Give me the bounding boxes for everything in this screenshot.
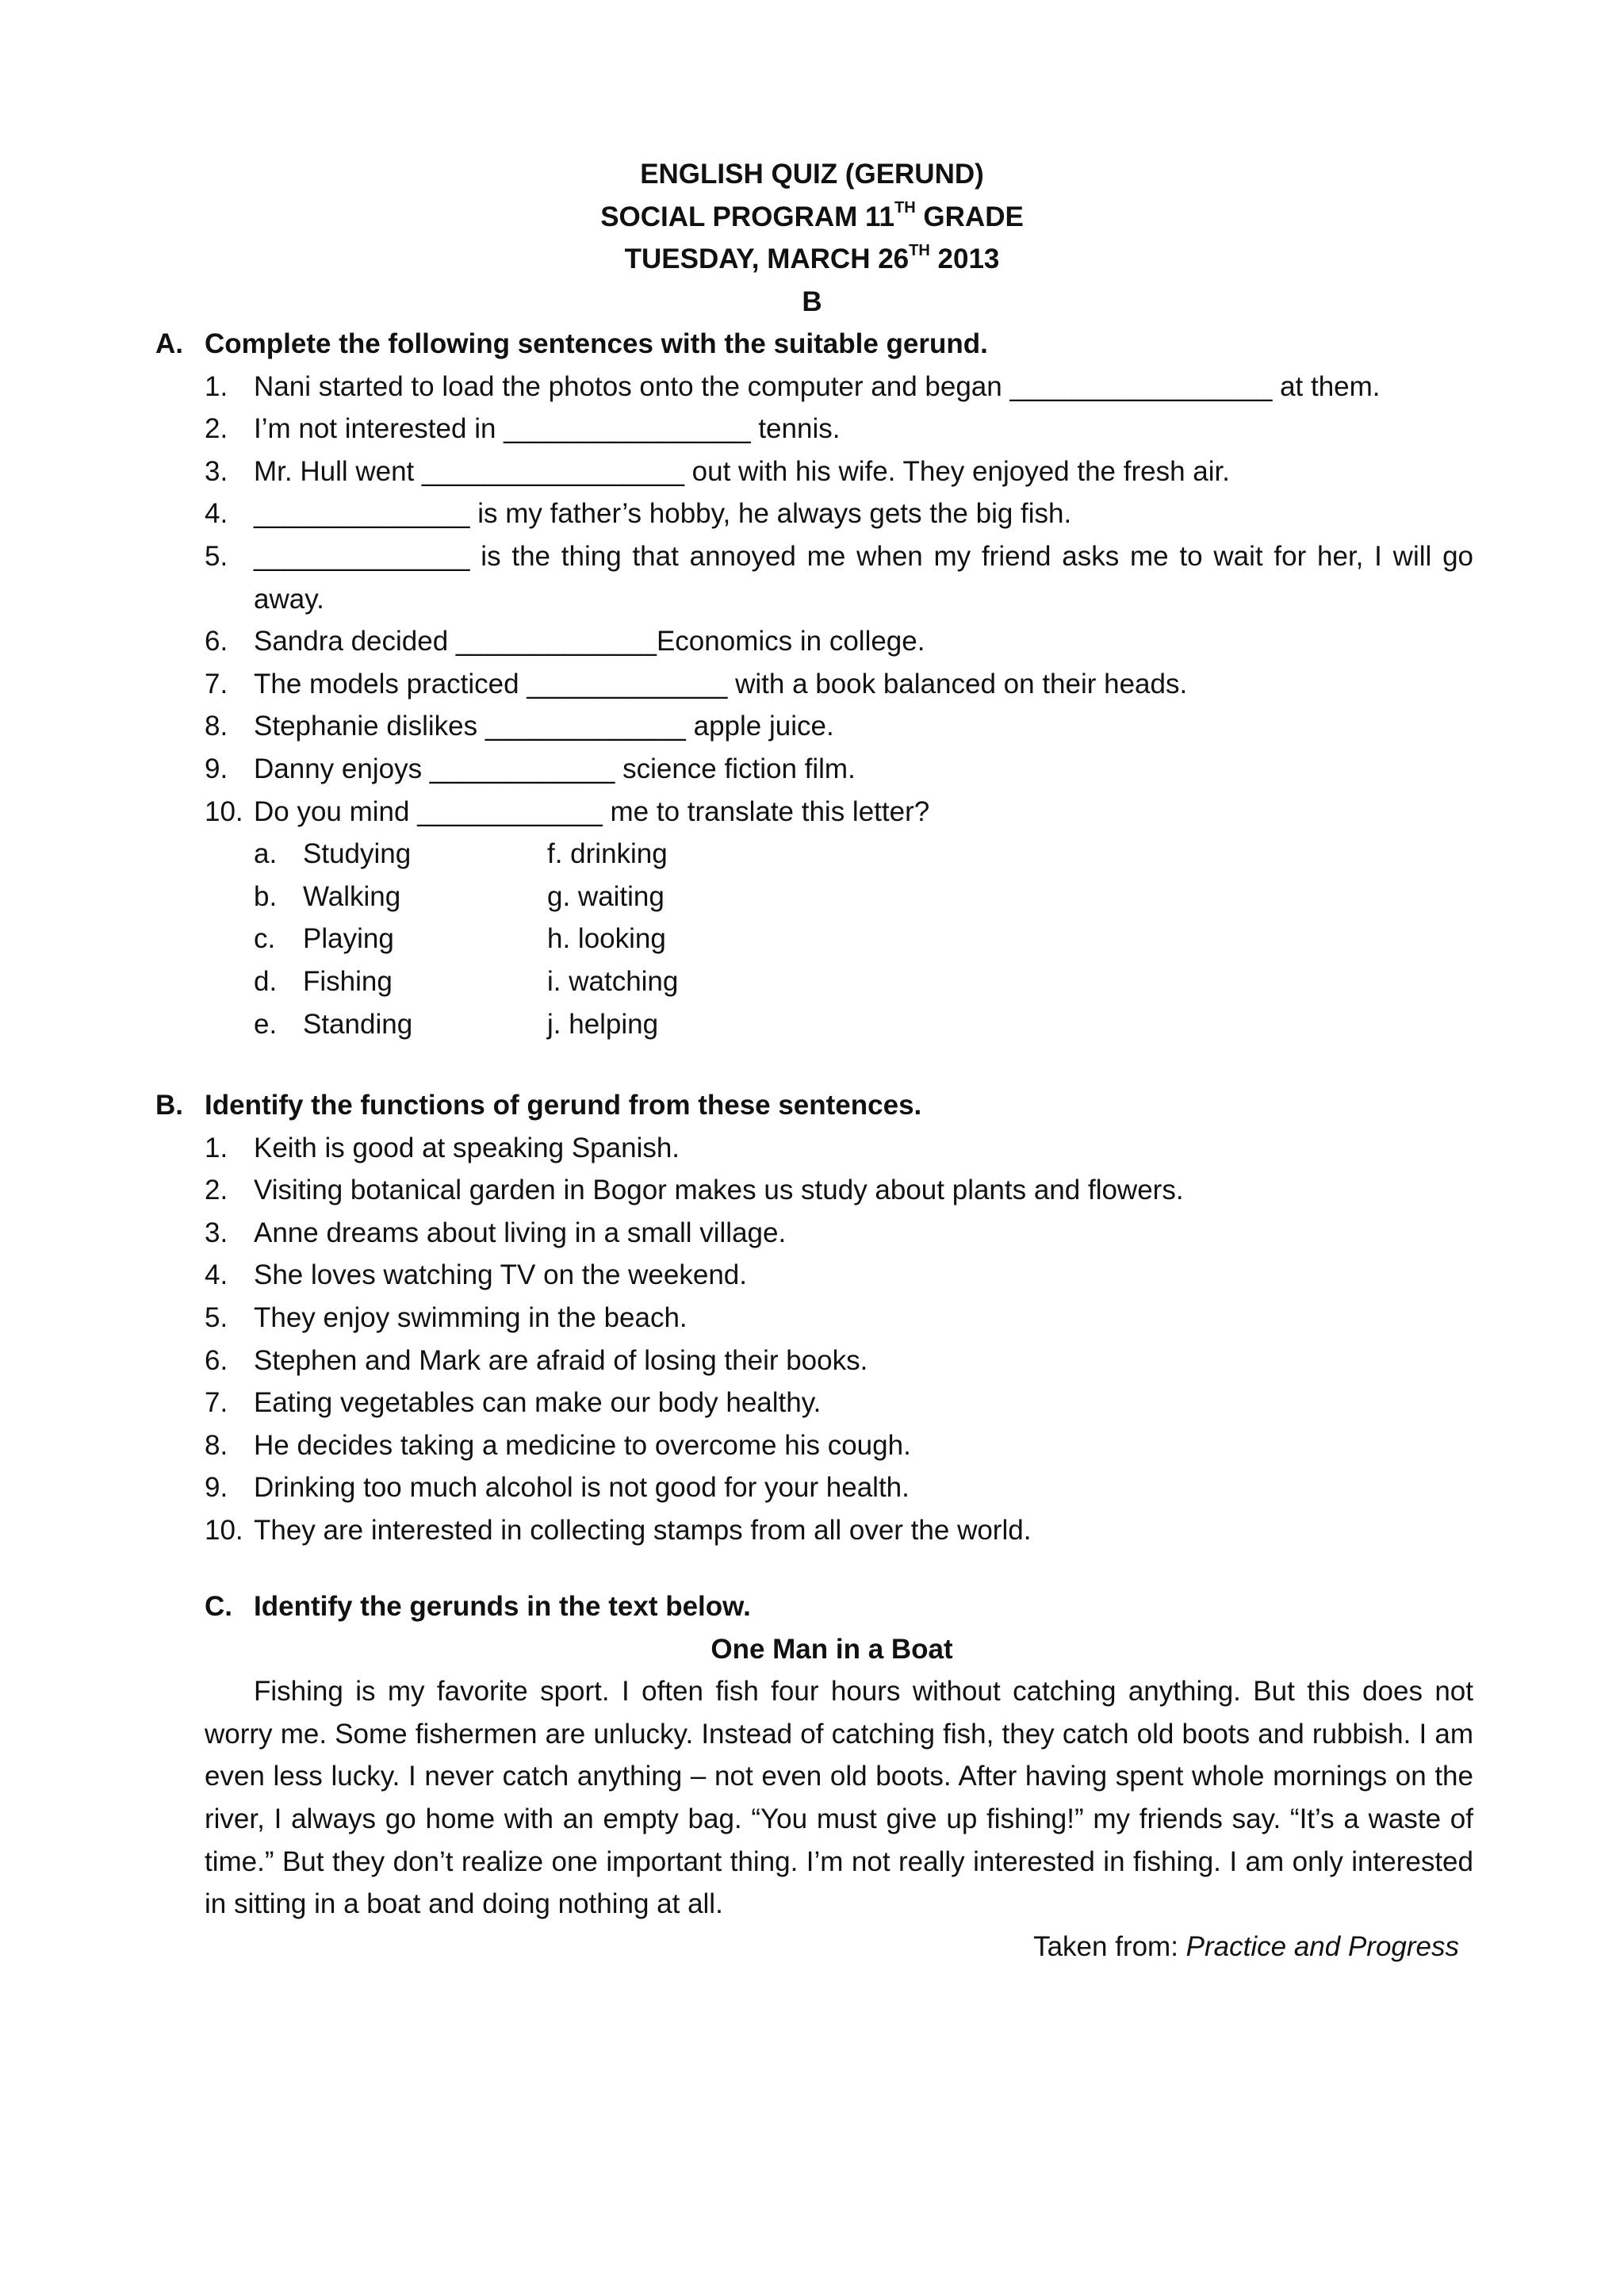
program-ordinal: TH [894, 198, 916, 217]
question-item [0, 366, 1624, 408]
sentence-text: Visiting botanical garden in Bogor makes us study about plants and flowers. [254, 1175, 1184, 1206]
date-year: 2013 [929, 243, 1000, 275]
sentence-item [0, 1382, 1624, 1424]
story-paragraph: Fishing is my favorite sport. I often fish four hours without catching anything. But this does not worry me. Some fishermen are unlucky. Instead of catching fish, they catch old boots and rubbish. I am even less lucky. I never catch anything – not even old boots. After having spent whole mornings on the river, I always go home with an empty bag. “You must give up fishing!” my friends say. “It’s a waste of time.” But they don’t realize one important thing. I’m not really interested in fishing. I am only interested in sitting in a boat and doing nothing at all. [205, 1676, 1473, 1920]
question-text: The models practiced _____________ with a book balanced on their heads. [254, 668, 1188, 700]
question-number: 10. [205, 795, 243, 827]
sentence-item [0, 1297, 1624, 1340]
section-b-heading [0, 1084, 1624, 1127]
sentence-number: 7. [205, 1387, 228, 1419]
question-text: I’m not interested in ________________ tennis. [254, 413, 841, 445]
question-text: Stephanie dislikes _____________ apple juice. [254, 711, 834, 742]
option-right: f. drinking [547, 838, 668, 870]
sentence-item [0, 1254, 1624, 1297]
question-item [0, 663, 1624, 706]
sentence-item [0, 1127, 1624, 1170]
section-b-letter: B. [155, 1090, 183, 1121]
question-number: 2. [205, 413, 228, 445]
sentence-number: 10. [205, 1514, 243, 1546]
question-item [0, 705, 1624, 748]
question-number: 4. [205, 498, 228, 530]
option-row [0, 1003, 1624, 1046]
option-right: h. looking [547, 923, 666, 955]
sentence-number: 6. [205, 1344, 228, 1376]
section-c-heading [0, 1585, 1624, 1628]
question-item [0, 620, 1624, 663]
section-c [0, 1585, 1624, 1968]
option-row [0, 876, 1624, 918]
quiz-version: B [802, 286, 822, 317]
sentence-number: 1. [205, 1132, 228, 1163]
section-a-instruction: Complete the following sentences with the suitable gerund. [205, 328, 988, 359]
date-line [0, 238, 1624, 281]
option-row [0, 918, 1624, 960]
sentence-item [0, 1509, 1624, 1552]
sentence-item [0, 1424, 1624, 1467]
question-number: 7. [205, 668, 228, 700]
section-c-instruction: Identify the gerunds in the text below. [254, 1591, 751, 1622]
question-number: 5. [205, 540, 228, 572]
section-a-heading [0, 323, 1624, 366]
question-number: 9. [205, 753, 228, 784]
question-item [0, 450, 1624, 493]
question-text: Do you mind ____________ me to translate this letter? [254, 795, 930, 827]
date-text: TUESDAY, MARCH 26 [624, 243, 910, 275]
story-title: One Man in a Boat [710, 1633, 953, 1665]
question-text: Nani started to load the photos onto the computer and began _________________ at them. [254, 370, 1381, 402]
option-word: Standing [303, 1008, 413, 1040]
question-text: Mr. Hull went _________________ out with his wife. They enjoyed the fresh air. [254, 455, 1230, 487]
question-item [0, 493, 1624, 535]
option-letter: b. [254, 880, 278, 912]
question-number: 3. [205, 455, 228, 487]
section-a-letter: A. [155, 328, 183, 359]
option-right: j. helping [547, 1008, 659, 1040]
program-text: SOCIAL PROGRAM 11 [600, 201, 895, 232]
section-b-instruction: Identify the functions of gerund from these sentences. [205, 1090, 922, 1121]
option-row [0, 833, 1624, 876]
sentence-text: She loves watching TV on the weekend. [254, 1259, 747, 1291]
option-letter: d. [254, 965, 278, 997]
option-right: g. waiting [547, 880, 665, 912]
option-letter: e. [254, 1008, 278, 1040]
sentence-text: He decides taking a medicine to overcome his cough. [254, 1429, 911, 1461]
sentence-item [0, 1212, 1624, 1255]
option-word: Studying [303, 838, 412, 870]
question-text: ______________ is the thing that annoyed me when my friend asks me to wait for her, I will go away. [254, 540, 1473, 615]
quiz-header [0, 153, 1624, 323]
question-text: ______________ is my father’s hobby, he always gets the big fish. [254, 498, 1072, 530]
program-line [0, 196, 1624, 239]
sentence-number: 2. [205, 1175, 228, 1206]
question-item [0, 748, 1624, 791]
section-a [0, 323, 1624, 1045]
option-word: Walking [303, 880, 401, 912]
sentence-number: 5. [205, 1301, 228, 1333]
sentence-item [0, 1466, 1624, 1509]
sentence-text: Stephen and Mark are afraid of losing their books. [254, 1344, 868, 1376]
sentence-item [0, 1340, 1624, 1382]
source-title: Practice and Progress [1185, 1930, 1459, 1962]
option-right: i. watching [547, 965, 679, 997]
sentence-text: They are interested in collecting stamps from all over the world. [254, 1514, 1032, 1546]
question-number: 8. [205, 711, 228, 742]
question-text: Danny enjoys ____________ science fiction film. [254, 753, 856, 784]
option-word: Playing [303, 923, 394, 955]
option-letter: a. [254, 838, 278, 870]
sentence-text: Keith is good at speaking Spanish. [254, 1132, 680, 1163]
question-item [0, 408, 1624, 450]
option-letter: c. [254, 923, 276, 955]
sentence-number: 3. [205, 1217, 228, 1248]
sentence-text: Drinking too much alcohol is not good for your health. [254, 1472, 910, 1504]
program-grade: GRADE [915, 201, 1024, 232]
option-row [0, 960, 1624, 1003]
option-word: Fishing [303, 965, 393, 997]
date-ordinal: TH [909, 241, 930, 259]
question-text: Sandra decided _____________Economics in college. [254, 626, 925, 657]
source-prefix: Taken from: [1033, 1930, 1186, 1962]
sentence-number: 8. [205, 1429, 228, 1461]
question-number: 1. [205, 370, 228, 402]
sentence-number: 9. [205, 1472, 228, 1504]
sentence-text: Eating vegetables can make our body healthy. [254, 1387, 822, 1419]
question-number: 6. [205, 626, 228, 657]
section-b [0, 1084, 1624, 1552]
question-item [0, 791, 1624, 834]
sentence-text: They enjoy swimming in the beach. [254, 1301, 688, 1333]
question-item [0, 535, 1624, 620]
sentence-number: 4. [205, 1259, 228, 1291]
section-c-letter: C. [205, 1591, 232, 1622]
quiz-title: ENGLISH QUIZ (GERUND) [640, 159, 984, 190]
sentence-text: Anne dreams about living in a small village. [254, 1217, 787, 1248]
source-citation [0, 1926, 1624, 1968]
sentence-item [0, 1169, 1624, 1212]
